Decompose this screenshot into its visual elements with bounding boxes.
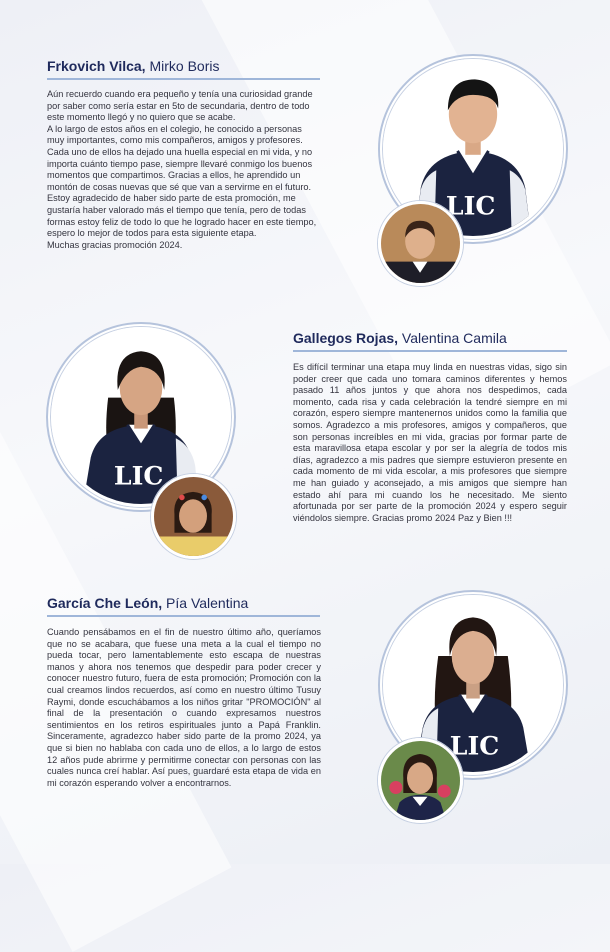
student-name-2 (293, 330, 507, 346)
student-name-3 (47, 595, 248, 611)
jacket-logo: LIC (445, 190, 496, 221)
student-surname: Frkovich Vilca, (47, 58, 146, 74)
student-given-name: Pía Valentina (162, 595, 249, 611)
testimony-paragraph: A lo largo de estos años en el colegio, he conocido a personas muy importantes, como mis compañeros, amigos y profesores. Cada uno de ellos ha dejado una huella especial en mi vida, y no importa cuánto tiempo pase, siempre llevaré conmigo los buenos momentos que compartimos. Gracias a ellos, he aprendido un montón de cosas nuevas que sé que van a servirme en el futuro. (47, 123, 313, 192)
student-testimony-3 (47, 627, 321, 789)
name-underline (293, 350, 567, 352)
student-name-1 (47, 58, 219, 74)
childhood-portrait-1 (378, 201, 463, 286)
childhood-portrait-2 (151, 474, 236, 559)
student-testimony-2 (293, 362, 567, 524)
student-given-name: Mirko Boris (145, 58, 220, 74)
student-given-name: Valentina Camila (398, 330, 507, 346)
testimony-paragraph: Aún recuerdo cuando era pequeño y tenía una curiosidad grande por saber como sería estar en 5to de secundaria, dentro de todo este momento llegó y no quiero que se acabe. (47, 89, 313, 123)
childhood-portrait-3 (378, 738, 463, 823)
student-testimony-1 (47, 89, 321, 251)
testimony-paragraph: Es difícil terminar una etapa muy linda en nuestras vidas, sigo sin poder creer que cada uno tomara caminos diferentes y hemos pasado 11 años juntos y que ahora nos despedimos, cada momento, cada risa y cada celebración la tendré siempre en mi corazón, espero siempre mantenernos unidos como la familia que somos. Agradezco a mis profesores, amigos y compañeros, que son personas increíbles en mi vida, gracias por formar parte de esta maravillosa etapa escolar y por ser la alegría de todos mis días, agradezco a mis padres que siempre estuvieron presente en cada momento de mi vida escolar, a mis profesores que siempre me han guiado y aconsejado, a mis amigos que siempre han estado ahí para mi cuando los he necesitado. Me siento afortunada por ser parte de la promoción 2024 y espero seguir viéndolos siempre. Gracias promo 2024 Paz y Bien !!! (293, 362, 567, 523)
name-underline (47, 78, 320, 80)
testimony-paragraph: Cuando pensábamos en el fin de nuestro último año, queríamos que no se acabara, que fuese una meta a la cual el tiempo no pueda tocar, pero lamentablemente esto escapa de nuestras manos y ahora nos tenemos que despedir para poder crecer y conocer nuestro futuro, fuera de esta promoción; Promoción con la cual creamos lindos recuerdos, así como en nuestro último Tusuy Raymi, donde escuchábamos a los niños gritar "PROMOCIÓN" al final de la presentación o cuando expresamos nuestros sentimientos en los retiros espirituales junto a Papá Franklin. Sinceramente, agradezco haber sido parte de la promo 2024, ya que si bien no hablaba con cada uno de ellos, a lo largo de estos 12 años pude abrirme y permitirme conectar con personas con las cuales nunca creí hablar. Así pues, guardaré esta etapa de vida en mi corazón esperando volver a encontrarnos. (47, 627, 321, 788)
jacket-logo: LIC (449, 730, 500, 761)
testimony-paragraph: Muchas gracias promoción 2024. (47, 239, 183, 250)
name-underline (47, 615, 320, 617)
jacket-logo: LIC (113, 460, 164, 491)
student-surname: García Che León, (47, 595, 163, 611)
student-surname: Gallegos Rojas, (293, 330, 399, 346)
testimony-paragraph: Estoy agradecido de haber sido parte de esta promoción, me gustaría haber valorado más el tiempo que tenía, pero de todas formas estoy feliz de todo lo que he logrado hacer en este tiempo, espero lo mejor de todos para esta siguiente etapa. (47, 193, 317, 239)
